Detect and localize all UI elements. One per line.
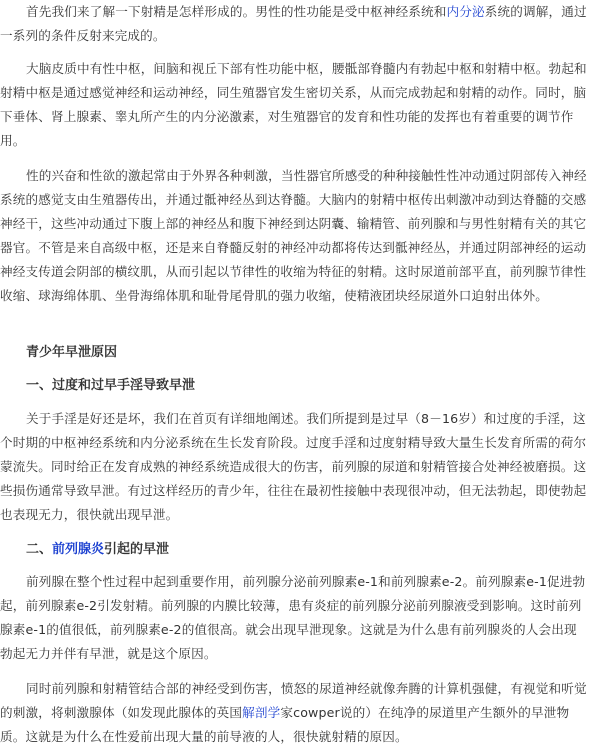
paragraph-3: [0, 164, 589, 308]
paragraph-1-text-a: 首先我们来了解一下射精是怎样形成的。男性的性功能是受中枢神经系统和: [26, 4, 447, 19]
paragraph-5: [0, 570, 589, 666]
heading-masturbation: 一、过度和过早手淫导致早泄: [26, 378, 196, 393]
subheading-1: [0, 374, 589, 398]
paragraph-4-text: 关于手淫是好还是坏，我们在首页有详细地阐述。我们所提到是过早（8－16岁）和过度的手淫，这个时期的中枢神经系统和内分泌系统在生长发育阶段。过度手淫和过度射精导致大量生长发育所需的荷尔蒙流失。同时给正在发育成熟的神经系统造成很大的伤害，前列腺的尿道和射精管接合处神经被磨损。这些损伤通常导致早泄。有过这样经历的青少年，往往在最初性接触中表现很冲动，但无法勃起，即使勃起也表现无力，很快就出现早泄。: [0, 411, 587, 522]
paragraph-5-text: 前列腺在整个性过程中起到重要作用，前列腺分泌前列腺素e-1和前列腺素e-2。前列腺素e-1促进勃起，前列腺素e-2引发射精。前列腺的内膜比较薄，患有炎症的前列腺分泌前列腺液受到影响。这时前列腺素e-1的值很低，前列腺素e-2的值很高。就会出现早泄现象。这就是为什么患有前列腺炎的人会出现勃起无力并伴有早泄，就是这个原因。: [0, 574, 586, 661]
subheading-2: [0, 538, 589, 562]
paragraph-2-text: 大脑皮质中有性中枢，间脑和视丘下部有性功能中枢，腰骶部脊髓内有勃起中枢和射精中枢。勃起和射精中枢是通过感觉神经和运动神经，同生殖器官发生密切关系，从而完成勃起和射精的动作。同时，脑下垂体、肾上腺素、睾丸所产生的内分泌激素，对生殖器官的发育和性功能的发挥也有着重要的调节作用。: [0, 61, 587, 148]
paragraph-1-text-b: 系统的调解，通过一系列的条件反射来完成的。: [0, 4, 587, 43]
paragraph-3-text: 性的兴奋和性欲的激起常由于外界各种刺激，当性器官所感受的种种接触性性冲动通过阴部传入神经系统的感觉支由生殖器传出，并通过骶神经丛到达脊髓。大脑内的射精中枢传出刺激冲动到达脊髓的交感神经干，这些冲动通过下腹上部的神经丛和腹下神经到达阴囊、输精管、前列腺和与男性射精有关的其它器官。不管是来自高级中枢，还是来自脊髓反射的神经冲动都将传达到骶神经丛，并通过阴部神经的运动神经支传道会阴部的横纹肌，从而引起以节律性的收缩为特征的射精。这时尿道前部平直，前列腺节律性收缩、球海绵体肌、坐骨海绵体肌和耻骨尾骨肌的强力收缩，使精液团块经尿道外口迫射出体外。: [0, 168, 587, 303]
link-endocrine[interactable]: 内分泌: [446, 4, 485, 19]
heading-2-suffix: 引起的早泄: [104, 542, 170, 557]
paragraph-6-text-a: 同时前列腺和射精管结合部的神经受到伤害，愤怒的尿道神经就像奔腾的计算机强健，有视觉和听觉的刺激，将刺激腺体（如发现此腺体的英国: [0, 681, 587, 720]
paragraph-6: [0, 677, 589, 749]
link-anatomy[interactable]: 解剖学: [242, 705, 281, 720]
link-prostatitis[interactable]: 前列腺炎: [52, 542, 105, 557]
heading-youth-causes: 青少年早泄原因: [26, 345, 118, 360]
paragraph-4: [0, 407, 589, 527]
paragraph-6-text-b: 家cowper说的）在纯净的尿道里产生额外的早泄物质。这就是为什么在性爱前出现大量的前导液的人，很快就射精的原因。: [0, 705, 570, 744]
paragraph-2: [0, 57, 589, 153]
section-heading: [0, 341, 589, 365]
heading-2-prefix: 二、: [26, 542, 53, 557]
paragraph-1: [0, 0, 589, 48]
